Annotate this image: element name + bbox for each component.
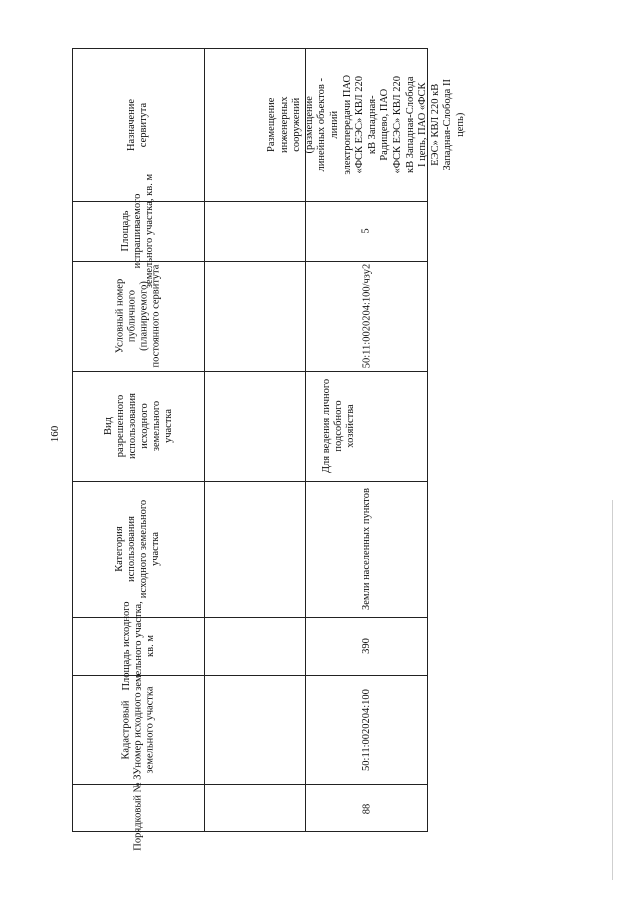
cell-requested-area — [305, 201, 429, 261]
cell-source-area-text: 390 — [361, 638, 372, 654]
servitude-table — [72, 48, 467, 851]
header-ordinal-text: Порядковый № ЗУ — [132, 766, 144, 851]
cell-category — [305, 481, 429, 617]
cell-cadastral — [305, 675, 429, 784]
cell-cadastral-text: 50:11:0020204:100 — [361, 688, 372, 771]
header-category — [73, 481, 204, 617]
cell-ordinal-text: 88 — [361, 803, 372, 814]
cell-permitted-use — [305, 371, 429, 481]
scan-edge-artifact — [612, 500, 613, 880]
header-ordinal — [73, 766, 204, 851]
cell-permitted-use-text: Для ведения личного подсобного хозяйства — [321, 378, 356, 474]
header-cadastral-text: Кадастровый номер исходного земельного участка — [120, 686, 156, 773]
cell-requested-area-text: 5 — [361, 228, 372, 234]
header-permitted-use-text: Вид разрешенного использования исходного земельного участка — [102, 393, 174, 459]
header-purpose-text: Назначение сервитута — [126, 98, 150, 152]
header-requested-area-text: Площадь испрашиваемого земельного участка, кв. м — [120, 173, 156, 289]
header-servitude-number-text: Условный номер публичного (планируемого) постоянного сервитута — [114, 264, 162, 368]
header-source-area-text: Площадь исходного земельного участка, кв. м — [120, 601, 156, 691]
cell-servitude-number — [305, 261, 429, 371]
header-servitude-number — [73, 261, 204, 371]
header-source-area — [73, 601, 204, 691]
header-permitted-use — [73, 371, 204, 481]
cell-servitude-number-text: 50:11:0020204:100/чзу2 — [361, 263, 372, 369]
page-number: 160 — [49, 425, 61, 443]
cell-purpose — [205, 49, 467, 201]
cell-purpose-text: Размещение инженерных сооружений (размещение линейных объектов - линий электропередачи ПАО «ФСК ЕЭС» КВЛ 220 кВ Западная- Радищево, ПАО «ФСК ЕЭС» КВЛ 220 кВ Западная-Слобода I цепь, ПАО «ФСК ЕЭС» КВЛ 220 кВ Западная-Слобода II цепь) — [266, 75, 467, 175]
header-category-text: Категория использования исходного земельного участка — [114, 499, 162, 599]
header-requested-area — [73, 173, 204, 289]
cell-category-text: Земли населенных пунктов — [361, 488, 372, 610]
cell-ordinal — [305, 784, 429, 833]
cell-source-area — [305, 617, 429, 675]
